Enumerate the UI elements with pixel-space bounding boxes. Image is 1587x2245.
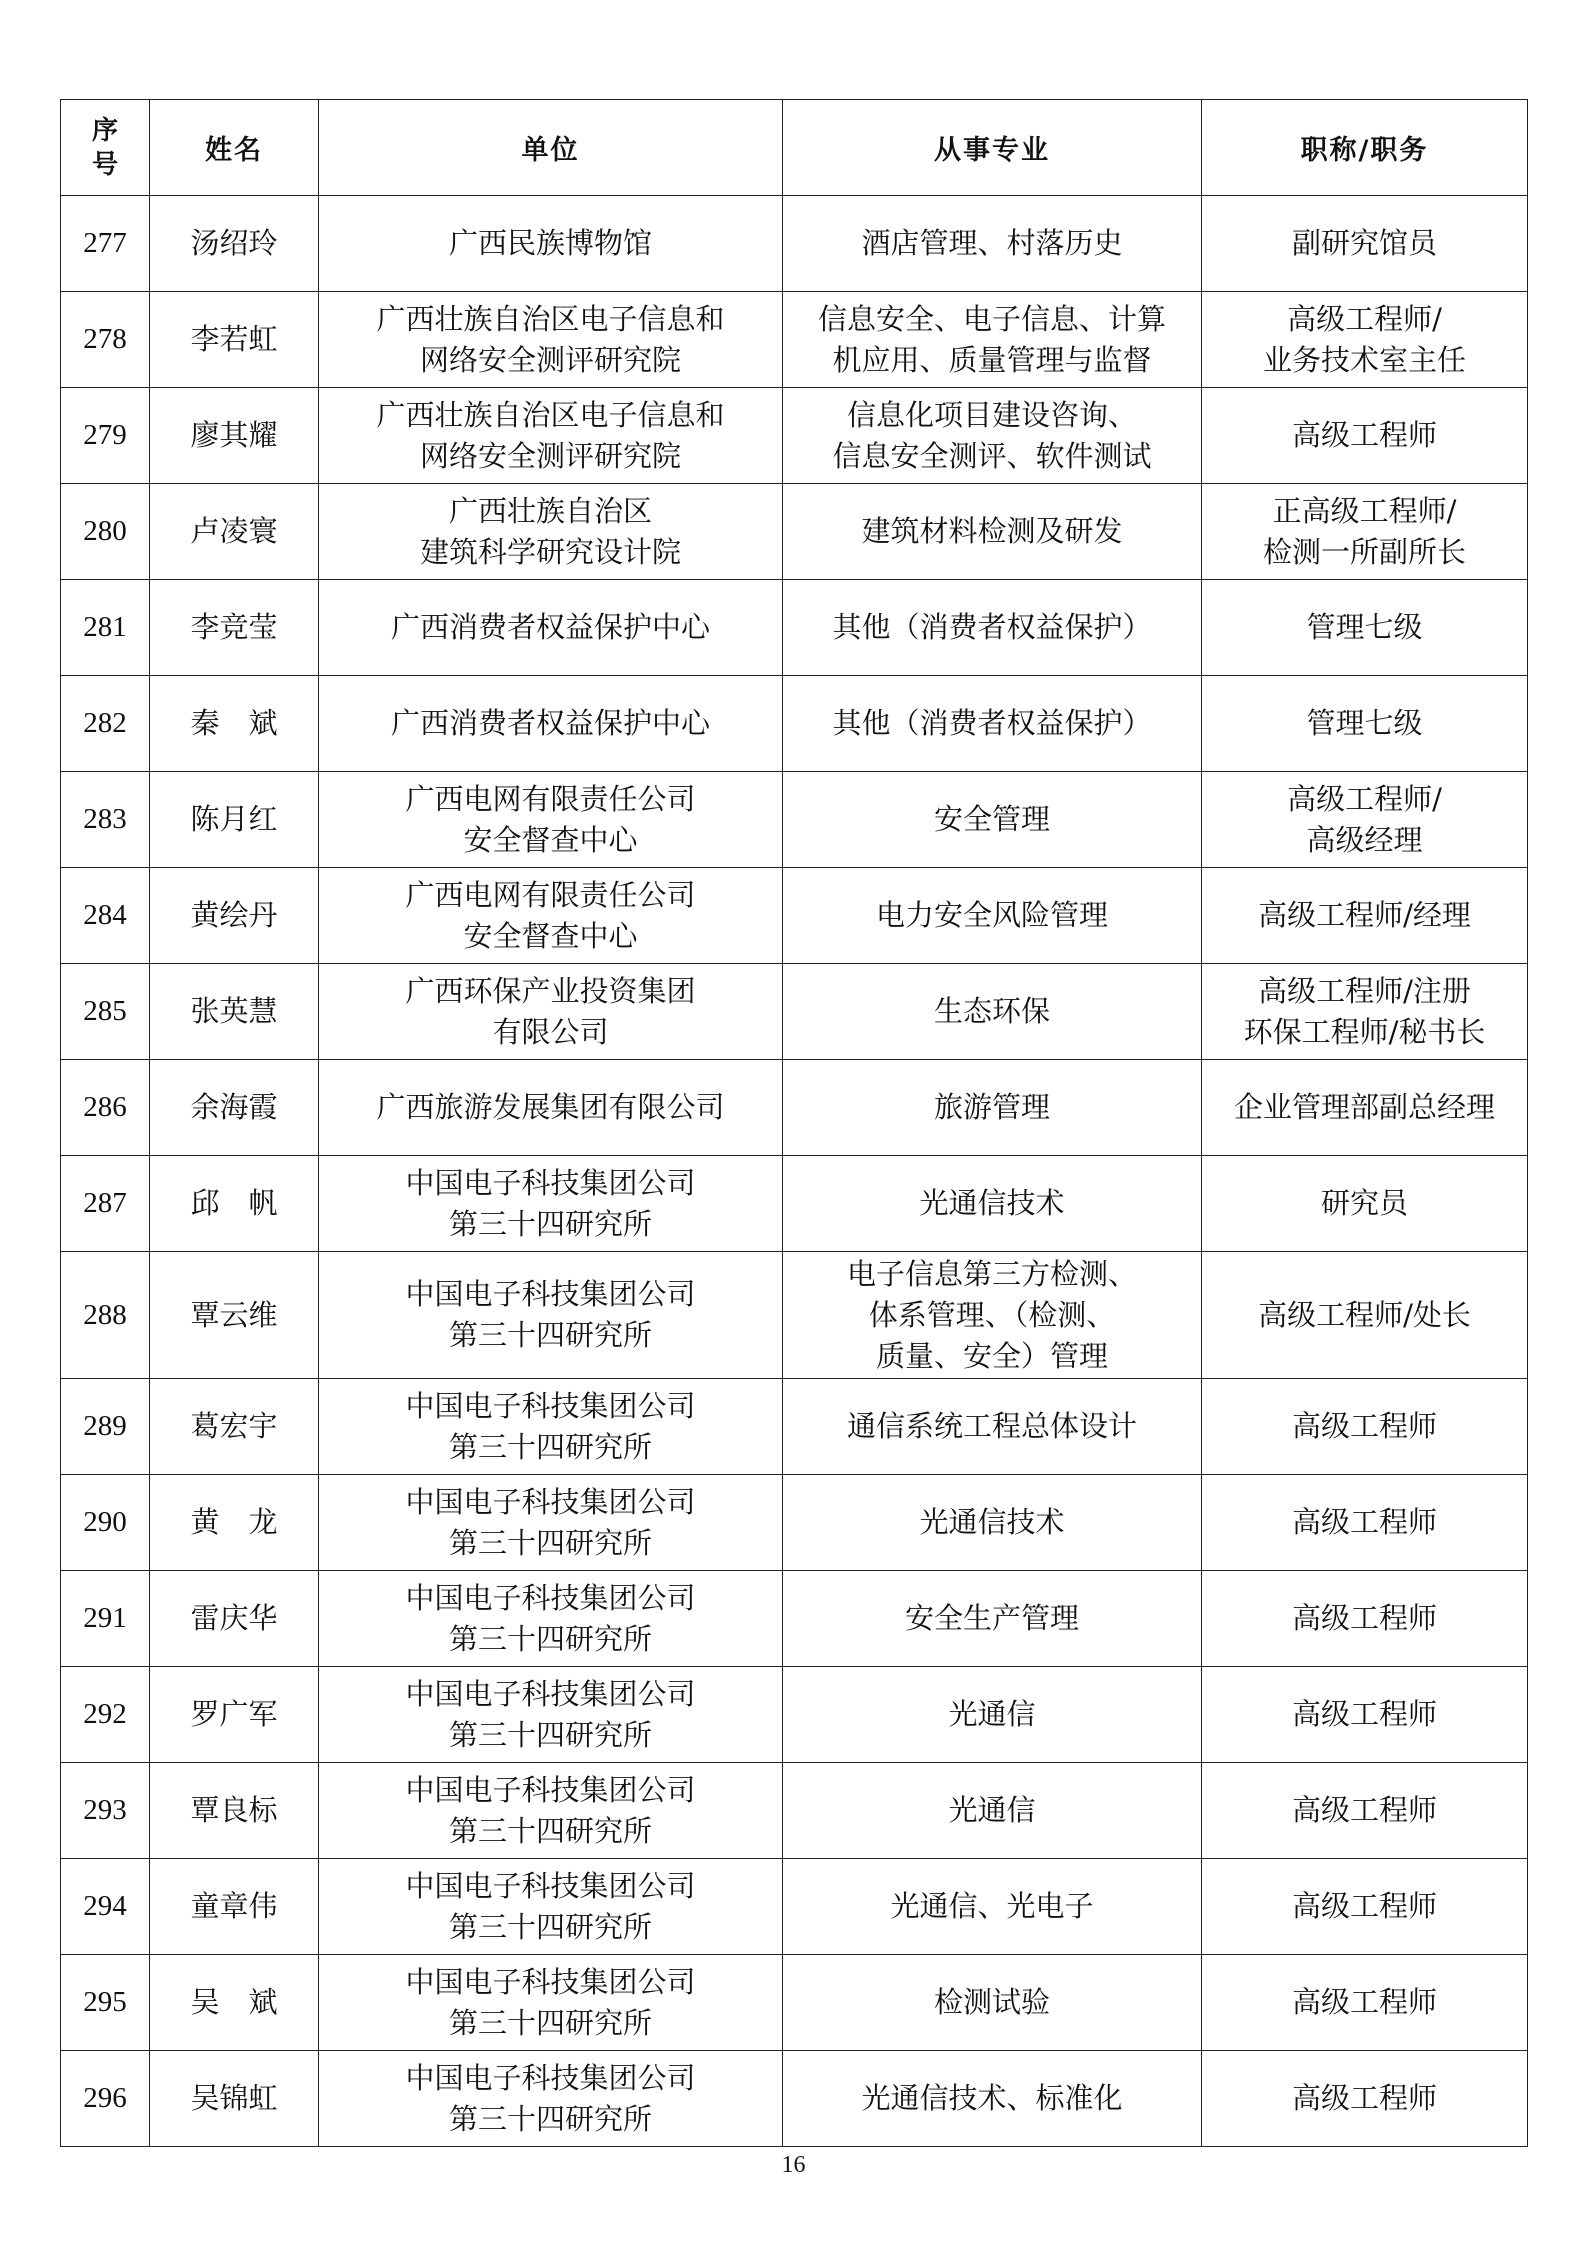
cell-unit-line: 第三十四研究所: [448, 1525, 652, 1560]
cell-title-line: 副研究馆员: [1291, 226, 1437, 260]
cell-unit: [319, 1475, 783, 1571]
cell-unit: [319, 1859, 783, 1955]
cell-unit-line: 广西壮族自治区电子信息和: [376, 301, 725, 336]
cell-specialty-line: 建筑材料检测及研发: [861, 514, 1123, 548]
cell-title-line: 企业管理部副总经理: [1233, 1090, 1495, 1124]
cell-name: 秦 斌: [150, 676, 319, 772]
cell-specialty: [783, 2051, 1202, 2147]
cell-unit-line: 中国电子科技集团公司: [405, 1868, 696, 1903]
cell-specialty-line: 电力安全风险管理: [875, 898, 1108, 932]
page-number: 16: [781, 2152, 806, 2178]
cell-specialty: [783, 1859, 1202, 1955]
table-row: [61, 484, 1528, 580]
table-row: [61, 1955, 1528, 2051]
cell-unit: [319, 388, 783, 484]
cell-specialty: [783, 1667, 1202, 1763]
cell-title: [1202, 1955, 1528, 2051]
cell-specialty: [783, 484, 1202, 580]
cell-specialty-line: 安全管理: [933, 802, 1050, 836]
cell-name: 童章伟: [150, 1859, 319, 1955]
table-row: [61, 1859, 1528, 1955]
cell-title: [1202, 676, 1528, 772]
cell-title-line: 业务技术室主任: [1262, 342, 1466, 377]
cell-specialty-line: 其他（消费者权益保护）: [832, 706, 1152, 740]
cell-unit: [319, 580, 783, 676]
cell-specialty: [783, 1475, 1202, 1571]
cell-unit-line: 广西环保产业投资集团: [405, 973, 696, 1008]
cell-number: 293: [61, 1763, 150, 1859]
cell-unit-line: 第三十四研究所: [448, 1318, 652, 1352]
cell-unit: [319, 1156, 783, 1252]
cell-unit-line: 第三十四研究所: [448, 1429, 652, 1464]
cell-title-line: 高级经理: [1306, 822, 1423, 857]
cell-unit-line: 广西旅游发展集团有限公司: [376, 1090, 725, 1124]
cell-unit-line: 安全督查中心: [463, 918, 638, 953]
cell-unit: [319, 196, 783, 292]
cell-unit-line: 中国电子科技集团公司: [405, 1277, 696, 1311]
cell-number: 286: [61, 1060, 150, 1156]
cell-unit-line: 第三十四研究所: [448, 2101, 652, 2136]
cell-specialty-line: 检测试验: [933, 1985, 1050, 2019]
cell-name: 余海霞: [150, 1060, 319, 1156]
cell-unit-line: 广西壮族自治区: [448, 493, 652, 528]
cell-specialty-line: 机应用、质量管理与监督: [832, 342, 1152, 377]
cell-unit-line: 第三十四研究所: [448, 1717, 652, 1752]
cell-unit-line: 中国电子科技集团公司: [405, 1388, 696, 1423]
cell-specialty: [783, 1379, 1202, 1475]
cell-unit: [319, 772, 783, 868]
cell-name: 吴 斌: [150, 1955, 319, 2051]
cell-title: [1202, 964, 1528, 1060]
cell-name: 黄绘丹: [150, 868, 319, 964]
header-number-char-2: 号: [91, 149, 118, 180]
cell-number: 292: [61, 1667, 150, 1763]
cell-unit-line: 有限公司: [492, 1014, 609, 1049]
cell-title: [1202, 1156, 1528, 1252]
cell-title-line: 高级工程师: [1291, 1601, 1437, 1635]
cell-specialty: [783, 1955, 1202, 2051]
cell-unit-line: 中国电子科技集团公司: [405, 2060, 696, 2095]
table-row: [61, 1763, 1528, 1859]
header-name: 姓名: [150, 100, 319, 196]
cell-unit-line: 广西壮族自治区电子信息和: [376, 397, 725, 432]
cell-unit-line: 第三十四研究所: [448, 2005, 652, 2040]
cell-number: 281: [61, 580, 150, 676]
table-row: [61, 964, 1528, 1060]
cell-title-line: 高级工程师: [1291, 1505, 1437, 1539]
cell-title-line: 高级工程师/: [1287, 781, 1442, 816]
cell-unit-line: 网络安全测评研究院: [419, 342, 681, 377]
cell-name: 张英慧: [150, 964, 319, 1060]
cell-number: 277: [61, 196, 150, 292]
cell-unit: [319, 2051, 783, 2147]
cell-unit-line: 中国电子科技集团公司: [405, 1484, 696, 1519]
cell-unit-line: 广西电网有限责任公司: [405, 781, 696, 816]
cell-title: [1202, 1667, 1528, 1763]
cell-unit: [319, 1763, 783, 1859]
cell-name: 廖其耀: [150, 388, 319, 484]
cell-specialty-line: 通信系统工程总体设计: [846, 1409, 1137, 1443]
cell-specialty-line: 光通信技术: [919, 1505, 1065, 1539]
cell-unit: [319, 1060, 783, 1156]
cell-specialty-line: 光通信、光电子: [890, 1889, 1094, 1923]
cell-title-line: 高级工程师: [1291, 418, 1437, 452]
cell-title-line: 高级工程师/注册: [1258, 973, 1471, 1008]
cell-specialty-line: 光通信: [948, 1697, 1036, 1731]
cell-specialty-line: 光通信: [948, 1793, 1036, 1827]
cell-specialty: [783, 772, 1202, 868]
cell-unit: [319, 868, 783, 964]
cell-name: 覃云维: [150, 1252, 319, 1379]
cell-number: 295: [61, 1955, 150, 2051]
table-row: [61, 1571, 1528, 1667]
cell-unit-line: 广西电网有限责任公司: [405, 877, 696, 912]
table-row: [61, 2051, 1528, 2147]
cell-name: 黄 龙: [150, 1475, 319, 1571]
cell-number: 285: [61, 964, 150, 1060]
cell-specialty: [783, 292, 1202, 388]
cell-title: [1202, 1252, 1528, 1379]
cell-unit: [319, 1955, 783, 2051]
header-title: 职称/职务: [1202, 100, 1528, 196]
cell-specialty-line: 光通信技术: [919, 1186, 1065, 1220]
cell-number: 296: [61, 2051, 150, 2147]
cell-specialty: [783, 1060, 1202, 1156]
cell-specialty-line: 光通信技术、标准化: [861, 2081, 1123, 2115]
cell-title: [1202, 196, 1528, 292]
cell-unit-line: 中国电子科技集团公司: [405, 1165, 696, 1200]
cell-title: [1202, 1571, 1528, 1667]
cell-specialty: [783, 868, 1202, 964]
cell-number: 279: [61, 388, 150, 484]
cell-specialty: [783, 1763, 1202, 1859]
cell-title-line: 高级工程师: [1291, 2081, 1437, 2115]
cell-title-line: 高级工程师: [1291, 1985, 1437, 2019]
cell-title-line: 研究员: [1320, 1186, 1408, 1220]
cell-specialty-line: 安全生产管理: [904, 1601, 1079, 1635]
cell-title: [1202, 292, 1528, 388]
cell-unit-line: 中国电子科技集团公司: [405, 1580, 696, 1615]
cell-title: [1202, 484, 1528, 580]
table-row: [61, 1475, 1528, 1571]
cell-title: [1202, 1475, 1528, 1571]
cell-title-line: 高级工程师: [1291, 1889, 1437, 1923]
table-row: [61, 1379, 1528, 1475]
cell-unit-line: 网络安全测评研究院: [419, 438, 681, 473]
table-row: [61, 772, 1528, 868]
cell-name: 邱 帆: [150, 1156, 319, 1252]
table-row: [61, 868, 1528, 964]
header-specialty: 从事专业: [783, 100, 1202, 196]
cell-unit: [319, 292, 783, 388]
cell-name: 雷庆华: [150, 1571, 319, 1667]
cell-title-line: 管理七级: [1306, 610, 1423, 644]
cell-number: 282: [61, 676, 150, 772]
cell-specialty-line: 质量、安全）管理: [875, 1338, 1108, 1373]
cell-specialty-line: 其他（消费者权益保护）: [832, 610, 1152, 644]
cell-name: 吴锦虹: [150, 2051, 319, 2147]
header-number: [61, 100, 150, 196]
cell-unit-line: 广西消费者权益保护中心: [390, 610, 710, 644]
table-body: [61, 196, 1528, 2147]
table-row: [61, 1667, 1528, 1763]
cell-unit: [319, 484, 783, 580]
cell-unit: [319, 1667, 783, 1763]
table-row: [61, 1060, 1528, 1156]
cell-specialty: [783, 1252, 1202, 1379]
cell-name: 汤绍玲: [150, 196, 319, 292]
cell-unit-line: 第三十四研究所: [448, 1206, 652, 1241]
cell-name: 卢凌寰: [150, 484, 319, 580]
cell-specialty-line: 信息安全、电子信息、计算: [817, 301, 1166, 336]
cell-unit: [319, 1571, 783, 1667]
header-number-char-1: 序: [91, 115, 118, 146]
cell-specialty: [783, 1156, 1202, 1252]
header-unit: 单位: [319, 100, 783, 196]
cell-specialty-line: 信息化项目建设咨询、: [846, 397, 1137, 432]
cell-name: 葛宏宇: [150, 1379, 319, 1475]
cell-title-line: 高级工程师: [1291, 1793, 1437, 1827]
table-row: [61, 1252, 1528, 1379]
cell-title-line: 管理七级: [1306, 706, 1423, 740]
cell-unit: [319, 1379, 783, 1475]
cell-specialty-line: 酒店管理、村落历史: [861, 226, 1123, 260]
cell-title: [1202, 388, 1528, 484]
cell-unit: [319, 1252, 783, 1379]
cell-name: 陈月红: [150, 772, 319, 868]
table-row: [61, 388, 1528, 484]
cell-title: [1202, 868, 1528, 964]
cell-number: 288: [61, 1252, 150, 1379]
cell-specialty-line: 旅游管理: [933, 1090, 1050, 1124]
table-row: [61, 676, 1528, 772]
cell-specialty-line: 电子信息第三方检测、: [846, 1256, 1137, 1291]
cell-title: [1202, 1060, 1528, 1156]
cell-unit-line: 安全督查中心: [463, 822, 638, 857]
cell-name: 李竞莹: [150, 580, 319, 676]
cell-title-line: 高级工程师: [1291, 1409, 1437, 1443]
table-row: [61, 196, 1528, 292]
cell-title: [1202, 772, 1528, 868]
cell-unit-line: 广西消费者权益保护中心: [390, 706, 710, 740]
cell-specialty: [783, 1571, 1202, 1667]
cell-number: 280: [61, 484, 150, 580]
expert-roster-table: [60, 99, 1528, 2147]
cell-name: 李若虹: [150, 292, 319, 388]
cell-number: 290: [61, 1475, 150, 1571]
cell-number: 291: [61, 1571, 150, 1667]
cell-specialty-line: 生态环保: [933, 994, 1050, 1028]
header-row: [61, 100, 1528, 196]
cell-title: [1202, 580, 1528, 676]
cell-unit-line: 第三十四研究所: [448, 1621, 652, 1656]
cell-title: [1202, 1859, 1528, 1955]
cell-unit-line: 广西民族博物馆: [448, 226, 652, 260]
cell-unit: [319, 964, 783, 1060]
cell-number: 287: [61, 1156, 150, 1252]
cell-specialty: [783, 388, 1202, 484]
cell-number: 283: [61, 772, 150, 868]
cell-unit: [319, 676, 783, 772]
cell-specialty: [783, 676, 1202, 772]
cell-unit-line: 建筑科学研究设计院: [419, 534, 681, 569]
cell-title-line: 正高级工程师/: [1272, 493, 1457, 528]
table-row: [61, 292, 1528, 388]
cell-number: 278: [61, 292, 150, 388]
cell-number: 294: [61, 1859, 150, 1955]
cell-unit-line: 中国电子科技集团公司: [405, 1964, 696, 1999]
table-header: [61, 100, 1528, 196]
cell-title-line: 高级工程师/经理: [1258, 898, 1471, 932]
cell-title-line: 高级工程师: [1291, 1697, 1437, 1731]
cell-title: [1202, 1379, 1528, 1475]
cell-specialty: [783, 580, 1202, 676]
cell-title-line: 高级工程师/处长: [1258, 1297, 1471, 1332]
cell-title-line: 检测一所副所长: [1262, 534, 1466, 569]
cell-title: [1202, 2051, 1528, 2147]
cell-name: 覃良标: [150, 1763, 319, 1859]
table-row: [61, 580, 1528, 676]
cell-specialty-line: 体系管理、（检测、: [868, 1297, 1116, 1332]
cell-title: [1202, 1763, 1528, 1859]
cell-unit-line: 第三十四研究所: [448, 1813, 652, 1848]
cell-title-line: 高级工程师/: [1287, 301, 1442, 336]
cell-specialty-line: 信息安全测评、软件测试: [832, 438, 1152, 473]
cell-specialty: [783, 196, 1202, 292]
cell-number: 289: [61, 1379, 150, 1475]
cell-title-line: 环保工程师/秘书长: [1243, 1014, 1486, 1049]
cell-name: 罗广军: [150, 1667, 319, 1763]
cell-number: 284: [61, 868, 150, 964]
cell-unit-line: 中国电子科技集团公司: [405, 1676, 696, 1711]
cell-unit-line: 第三十四研究所: [448, 1909, 652, 1944]
cell-specialty: [783, 964, 1202, 1060]
table-row: [61, 1156, 1528, 1252]
cell-unit-line: 中国电子科技集团公司: [405, 1772, 696, 1807]
